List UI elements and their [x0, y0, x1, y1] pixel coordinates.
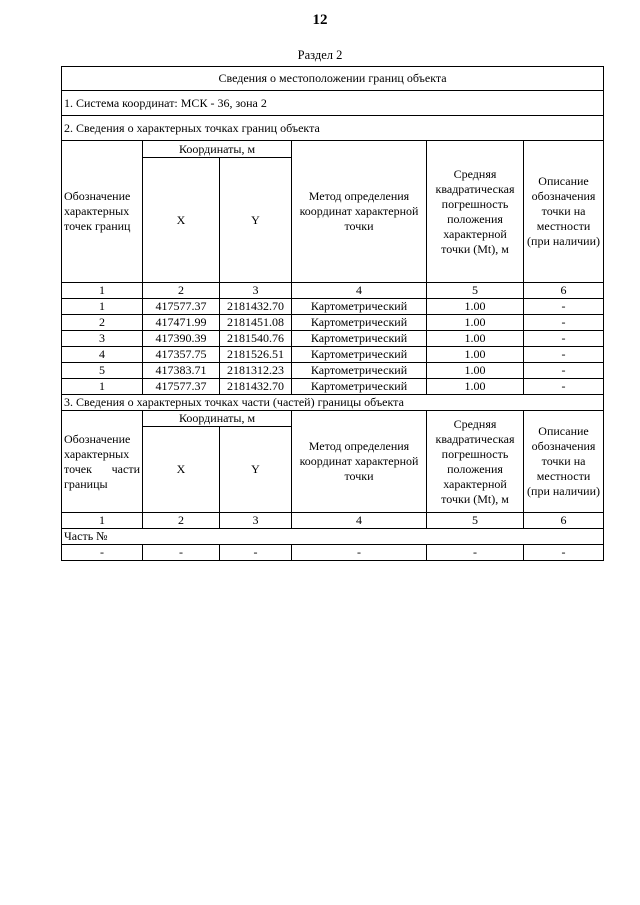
table-row: 4 417357.75 2181526.51 Картометрический 1.00 - — [62, 347, 604, 363]
table-row: 1 417577.37 2181432.70 Картометрический 1.00 - — [62, 379, 604, 395]
boundary-table — [61, 66, 604, 561]
table-row: 5 417383.71 2181312.23 Картометрический 1.00 - — [62, 363, 604, 379]
part-label: Часть № — [62, 529, 604, 545]
header-method-part: Метод определения координат характерной точки — [292, 411, 427, 513]
table-row: - - - - - - — [62, 545, 604, 561]
header-error-part: Средняя квадратическая погрешность положения характерной точки (Mt), м — [427, 411, 524, 513]
section-label: Раздел 2 — [297, 48, 343, 62]
header-method: Метод определения координат характерной точки — [292, 141, 427, 283]
coordinate-system: 1. Система координат: МСК - 36, зона 2 — [62, 91, 604, 116]
header-coords: Координаты, м — [143, 141, 292, 158]
header-coords-part: Координаты, м — [143, 411, 292, 427]
header-desc-part: Описание обозначения точки на местности (при наличии) — [524, 411, 604, 513]
page-number: 12 — [312, 12, 328, 28]
header-y: Y — [220, 158, 292, 283]
table-row: 3 417390.39 2181540.76 Картометрический 1.00 - — [62, 331, 604, 347]
section-3-heading: 3. Сведения о характерных точках части (частей) границы объекта — [62, 395, 604, 411]
table-row: 2 417471.99 2181451.08 Картометрический 1.00 - — [62, 315, 604, 331]
column-number-row: 1 2 3 4 5 6 — [62, 513, 604, 529]
section-2-heading: 2. Сведения о характерных точках границ объекта — [62, 116, 604, 141]
header-x-part: X — [143, 427, 220, 513]
header-x: X — [143, 158, 220, 283]
header-desc: Описание обозначения точки на местности (при наличии) — [524, 141, 604, 283]
table-row: 1 417577.37 2181432.70 Картометрический 1.00 - — [62, 299, 604, 315]
table-title: Сведения о местоположении границ объекта — [62, 67, 604, 91]
header-y-part: Y — [220, 427, 292, 513]
header-point-part: Обозначение характерных точек части границы — [62, 411, 143, 513]
header-point: Обозначение характерных точек границ — [62, 141, 143, 283]
column-number-row: 1 2 3 4 5 6 — [62, 283, 604, 299]
header-error: Средняя квадратическая погрешность положения характерной точки (Mt), м — [427, 141, 524, 283]
